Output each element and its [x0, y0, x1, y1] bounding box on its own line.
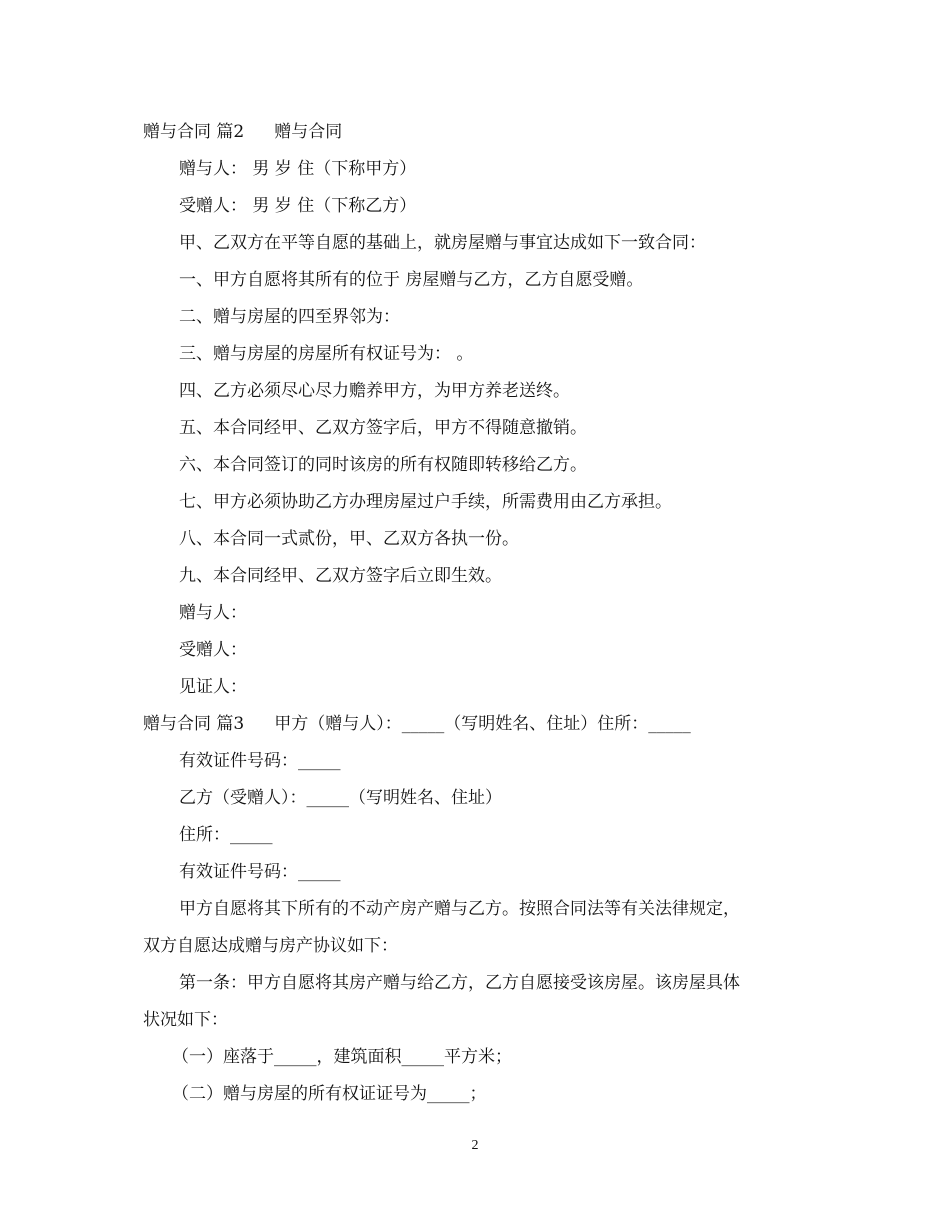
- paragraph: 二、赠与房屋的四至界邻为：: [179, 307, 400, 327]
- section-label: 赠与合同 篇2: [143, 122, 245, 142]
- party-a-line: 甲方（赠与人）：_____（写明姓名、住址）住所：_____: [274, 714, 691, 734]
- section-label: 赠与合同 篇3: [143, 714, 245, 734]
- section-heading-2: [143, 121, 342, 143]
- paragraph: 七、甲方必须协助乙方办理房屋过户手续，所需费用由乙方承担。: [179, 492, 672, 512]
- paragraph-continuation: 状况如下：: [143, 1010, 228, 1030]
- paragraph: 五、本合同经甲、乙双方签字后，甲方不得随意撤销。: [179, 418, 587, 438]
- article-1: 第一条：甲方自愿将其房产赠与给乙方，乙方自愿接受该房屋。该房屋具体: [179, 973, 740, 993]
- paragraph: 乙方（受赠人）：_____（写明姓名、住址）: [179, 788, 502, 808]
- paragraph: 住所：_____: [179, 825, 273, 845]
- paragraph: 受赠人： 男 岁 住（下称乙方）: [179, 196, 417, 216]
- signature-line: 赠与人：: [179, 603, 247, 623]
- paragraph-continuation: 双方自愿达成赠与房产协议如下：: [143, 936, 398, 956]
- paragraph: 甲、乙双方在平等自愿的基础上，就房屋赠与事宜达成如下一致合同：: [179, 233, 706, 253]
- paragraph: 甲方自愿将其下所有的不动产房产赠与乙方。按照合同法等有关法律规定，: [179, 899, 740, 919]
- paragraph: 八、本合同一式贰份，甲、乙双方各执一份。: [179, 529, 519, 549]
- paragraph: 有效证件号码：_____: [179, 751, 341, 771]
- page-number: 2: [471, 1138, 479, 1153]
- signature-line: 见证人：: [179, 677, 247, 697]
- list-item: （一）座落于_____，建筑面积_____平方米；: [172, 1047, 512, 1067]
- paragraph: 六、本合同签订的同时该房的所有权随即转移给乙方。: [179, 455, 587, 475]
- paragraph: 一、甲方自愿将其所有的位于 房屋赠与乙方，乙方自愿受赠。: [179, 270, 644, 290]
- list-item: （二）赠与房屋的所有权证证号为_____；: [172, 1084, 487, 1104]
- paragraph: 四、乙方必须尽心尽力赡养甲方，为甲方养老送终。: [179, 381, 570, 401]
- paragraph: 赠与人： 男 岁 住（下称甲方）: [179, 159, 417, 179]
- paragraph: 有效证件号码：_____: [179, 862, 341, 882]
- contract-title: 赠与合同: [274, 122, 343, 142]
- paragraph: 三、赠与房屋的房屋所有权证号为： 。: [179, 344, 474, 364]
- paragraph: 九、本合同经甲、乙双方签字后立即生效。: [179, 566, 502, 586]
- section-heading-3: [143, 713, 691, 735]
- signature-line: 受赠人：: [179, 640, 247, 660]
